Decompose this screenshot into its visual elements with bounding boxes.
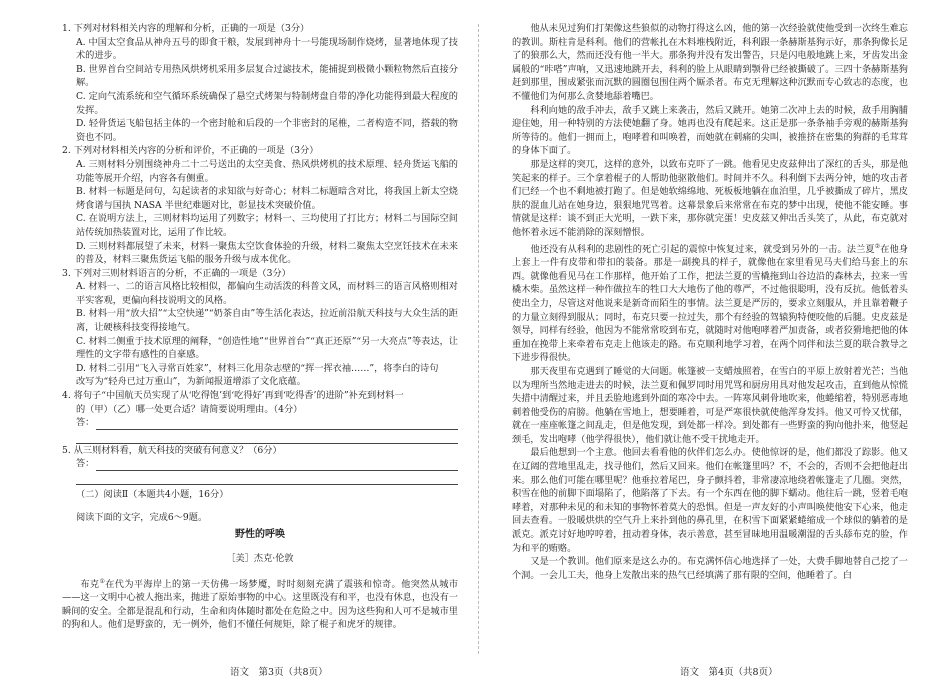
option-c: C. 在说明方法上，三则材料均运用了列数字；材料一、三均使用了打比方；材料二与国际空间站传统加热装置对比，运用了作比较。 (76, 213, 458, 238)
story-paragraph: 他还没有从科利的悲剧性的死亡引起的震惊中恢复过来，就受到另外的一击。法兰夏②在他身上套上一件有皮带和带扣的装备。那是一副挽具的样子，就像他在家里看见马夫们给马套上的东西。就像他看见马在工作那样，他开始了工作，把法兰夏的雪橇拖到山谷边沿的森林去，拉来一雪橇木柴。虽然这样一种作做拉车的牲口大大地伤了他的尊严，不过他很聪明，没有反抗。他低着头使出全力，尽管这对他说来是新奇而陌生的事情。法兰夏是严厉的，要求立刻服从，并且靠着鞭子的力量立刻得到服从；同时，布克只要一拉过失，那个有经验的驾辕狗特便咬他的后腿。史皮兹是领导，同样有经验，他因为不能常常咬到布克，就随时对他咆哮着严加责备，或者狡猾地把他的体重加在挽带上来牵着布克走上他该走的路。布克顺利地学习着，在两个同伴和法兰夏的联合教导之下进步得很快。 (512, 242, 909, 364)
option-b: B. 材料一标题是问句，勾起读者的求知欲与好奇心；材料二标题暗含对比，将我国上新太空烧烤食谱与国执 NASA 半世纪难题对比，彰显技术突破价值。 (76, 186, 458, 211)
question-2 (62, 144, 458, 266)
page-footer-left: 语文 第3页（共8页） (230, 667, 328, 678)
option-b: B. 世界首台空间站专用热风烘烤机采用多层复合过滤技术，能捕捉到极微小颗粒物然后直接分解。 (76, 63, 458, 89)
option-a: A. 材料一、二的语言风格比较相似，都偏向生动活泼的科普文风，而材料三的语言风格则相对平实客观，更偏向科技说明文的风格。 (76, 281, 458, 306)
question-stem: 4. 将句子“中国航天员实现了从‘吃得饱’到‘吃得好’再到‘吃得香’的进阶”补充到材料一 (62, 390, 404, 402)
option-d-continued: 改写为“轻舟已过万重山”，为新闻报道增添了文化底蕴。 (76, 376, 306, 388)
answer-line (96, 419, 458, 430)
option-d: D. 三则材料都展望了未来，材料一聚焦太空饮食体验的升级，材料二聚焦太空烹饪技术在未来的普及，材料三聚焦货运飞船的服务升级与成本优化。 (76, 240, 458, 266)
option-d: D. 轻骨货运飞船包括主体的一个密封舱和后段的一个非密封的尾椎，二者构造不同，搭载的物资也不同。 (76, 118, 458, 143)
reading-instruction: 阅读下面的文字，完成6～9题。 (76, 512, 208, 524)
story-paragraph: 最后他想到一个主意。他回去看看他的伙伴们怎么办。使他惊讶的是，他们都没了踪影。他又在辽阔的营地里乱走，找寻他们，然后又回来。他们在帐篷里吗？不，不会的，否则不会把他赶出来。那么他们可能在哪里呢？他垂拉着尾巴，身子颤抖着，非常凄凉地绕着帐篷走了几圈。突然，积雪在他的前脚下面塌陷了，他陷落了下去。有一个东西在他的脚下蠕动。他往后一跳，竖着毛咆哮着，对那种未见的和未知的事物怀着莫大的恐惧。但是一声友好的小声叫唤使他安下心来，他走回去查看。一股暖烘烘的空气升上来扑到他的鼻孔里，在积雪下面紧紧蜷缩成一个球似的躺着的是派克。派克讨好地哼哼着，扭动着身体，表示善意，甚至冒昧地用温暖潮湿的舌头舔布克的脸，作为和平的贿赂。 (512, 447, 908, 554)
column-divider (478, 24, 479, 654)
answer-label: 答： (76, 417, 95, 429)
story-paragraph: 那天夜里布克遇到了睡觉的大问题。帐篷被一支蜡烛照着，在雪白的平原上放射着光芒；当他以为理所当然地走进去的时候，法兰夏和佩罗同时用咒骂和厨房用具对他发起攻击，直到他从惊慌失措中清醒过来，并且丢脸地逃到外面的寒冷中去。一阵寒风刺骨地吹来，他蜷缩着，特别恶毒地刺着他受伤的肩膀。他躺在雪地上，想要睡着，可是严寒很快就使他浑身发抖。他又可怜又忧郁，就在一座座帐篷之间乱走，但是他发现，到处都一样冷。到处都有一些野蛮的狗向他扑来，他竖起颈毛，发出咆哮（他学得很快），他们就让他不受干扰地走开。 (512, 365, 908, 445)
option-d: D. 材料二引用“飞入寻常百姓家”，材料三化用杂志壁的“挥一挥衣袖……”，将李白的诗句 (76, 362, 439, 374)
question-3 (62, 267, 458, 389)
question-1 (62, 22, 458, 144)
footnote-marker: ① (99, 577, 106, 585)
answer-label: 答： (76, 458, 95, 470)
right-column (512, 22, 908, 582)
question-4 (62, 389, 458, 444)
question-stem: 2. 下列对材料相关内容的分析和评价，不正确的一项是（3分） (62, 145, 319, 157)
story-paragraph: 又是一个教训。他们原来是这么办的。布克满怀信心地选择了一处，大费手脚地替自己挖了一个洞。一会儿工夫，他身上发散出来的热气已经填满了那有限的空间，他睡着了。白 (512, 556, 908, 581)
question-stem: 5. 从三则材料看，航天科技的突破有何意义？（6分） (62, 444, 282, 456)
option-c: C. 定向气流系统和空气循环系统确保了悬空式烤架与特制烤盘自带的净化功能得到最大程度的发挥。 (76, 90, 458, 116)
story-paragraph: 科利向她的敌手冲去，敌手又跳上来袭击，然后又跳开。她第二次冲上去的时候，敌手用胸脯迎住她，用一种特别的方法使她翻了身。她再也没有爬起来。这正是那一条条袖手旁观的赫斯基狗所等待的。他们一拥而上，咆哮着和叫唤着，而她就在刺痛的尖叫，被推挤在密集的狗群的毛茸茸的身体下面了。 (512, 104, 908, 157)
footnote-marker: ② (874, 242, 881, 250)
question-stem: 1. 下列对材料相关内容的理解和分析，正确的一项是（3分） (62, 23, 310, 34)
option-c: C. 材料二侧重于技术原理的阐释，“创造性地”“世界首台”“真正还原”“另一大亮点”等表达，让理性的文字带有感性的自豪感。 (76, 335, 458, 361)
answer-area[interactable] (62, 457, 458, 471)
question-stem-continued: 的（甲）（乙）哪一处更合适？请简要说明理由。（4分） (76, 403, 303, 415)
question-5 (62, 444, 458, 485)
option-b: B. 材料一用“放大招”“太空快递”“奶茶自由”等生活化表达，拉近前沿航天科技与大众生活的距离，让硬核科技变得接地气。 (76, 308, 458, 334)
answer-area[interactable] (62, 416, 458, 430)
page-footer-right: 语文 第4页（共8页） (680, 667, 778, 678)
option-a: A. 中国太空食品从神舟五号的即食干粮，发展到神舟十一号能现场制作烧烤，显著地体现了技术的进步。 (76, 36, 458, 62)
story-paragraph: 他从未见过狗们打架像这些狼似的动物打得这么凶，他的第一次经验就使他受到一次终生难忘的教训。斯柱肯是科利。他们的营帐扎在木料堆栈附近，科利跟一条赫斯基狗示好，那条狗像长足了的狼那么大，然而还没有他一半大。那条狗并没有发出警告，只是闪电般地跳上来，牙齿发出金属般的“咔嗒”声响，又迅速地跳开去，科利的脸上从眼睛到颚骨已经被撕破了。三四十条赫斯基狗赶到那里，围成紧张而沉默的圆圈包围住两个厮杀者。布克无理解这种沉默而专心致志的态度，也不懂他们为何那么贪婪地舔着嘴巴。 (512, 23, 908, 102)
question-stem: 3. 下列对三则材料语言的分析，不正确的一项是（3分） (62, 267, 291, 279)
answer-line (76, 472, 458, 485)
story-title: 野性的呼唤 (235, 528, 285, 540)
answer-line (96, 460, 458, 471)
story-author: ［美］杰克·伦敦 (226, 552, 294, 564)
answer-line (76, 431, 458, 444)
section-heading: （二）阅读Ⅱ（本题共4小题，16分） (76, 489, 229, 500)
left-column (62, 22, 458, 632)
story-paragraph: 那是这样的突兀，这样的意外，以致布克吓了一跳。他看见史皮兹伸出了深红的舌头，那是他笑起来的样子。三个拿着棍子的人帮助他驱散他们。时间并不久。科利倒下去两分钟，她的攻击者们已经一个也不剩地被打跑了。但是她软绵绵地、死板板地躺在血泊里，几乎被撕成了碎片，黑皮肤的混血儿站在她身边，狠狠地咒骂着。这幕景象后来常常在布克的梦中出现，使他不能安睡。事情就是这样：谈不到正大光明，一跌下来，那你就完蛋！史皮兹又伸出舌头笑了，从此，布克就对他怀着永远不能消除的深刻憎恨。 (512, 158, 908, 238)
option-a: A. 三则材料分别围绕神舟二十二号送出的太空美食、热风烘烤机的技术原理、轻舟货运飞船的功能等展开介绍，内容各有侧重。 (76, 158, 458, 184)
story-paragraph: 布克①在代为平海岸上的第一天仿佛一场梦魇，时时刻刻充满了震骇和惊奇。他突然从城市——这一文明中心被人拖出来，抛进了原始事物的中心。这里既没有和平，也没有休息，也没有一瞬间的安全。全都是混乱和行动，生命和肉体随时都处在危险之中。因为这些狗和人可不是城市里的狗和人。他们是野蛮的，无一例外，他们不懂任何规矩，除了棍子和虎牙的规律。 (62, 577, 459, 631)
